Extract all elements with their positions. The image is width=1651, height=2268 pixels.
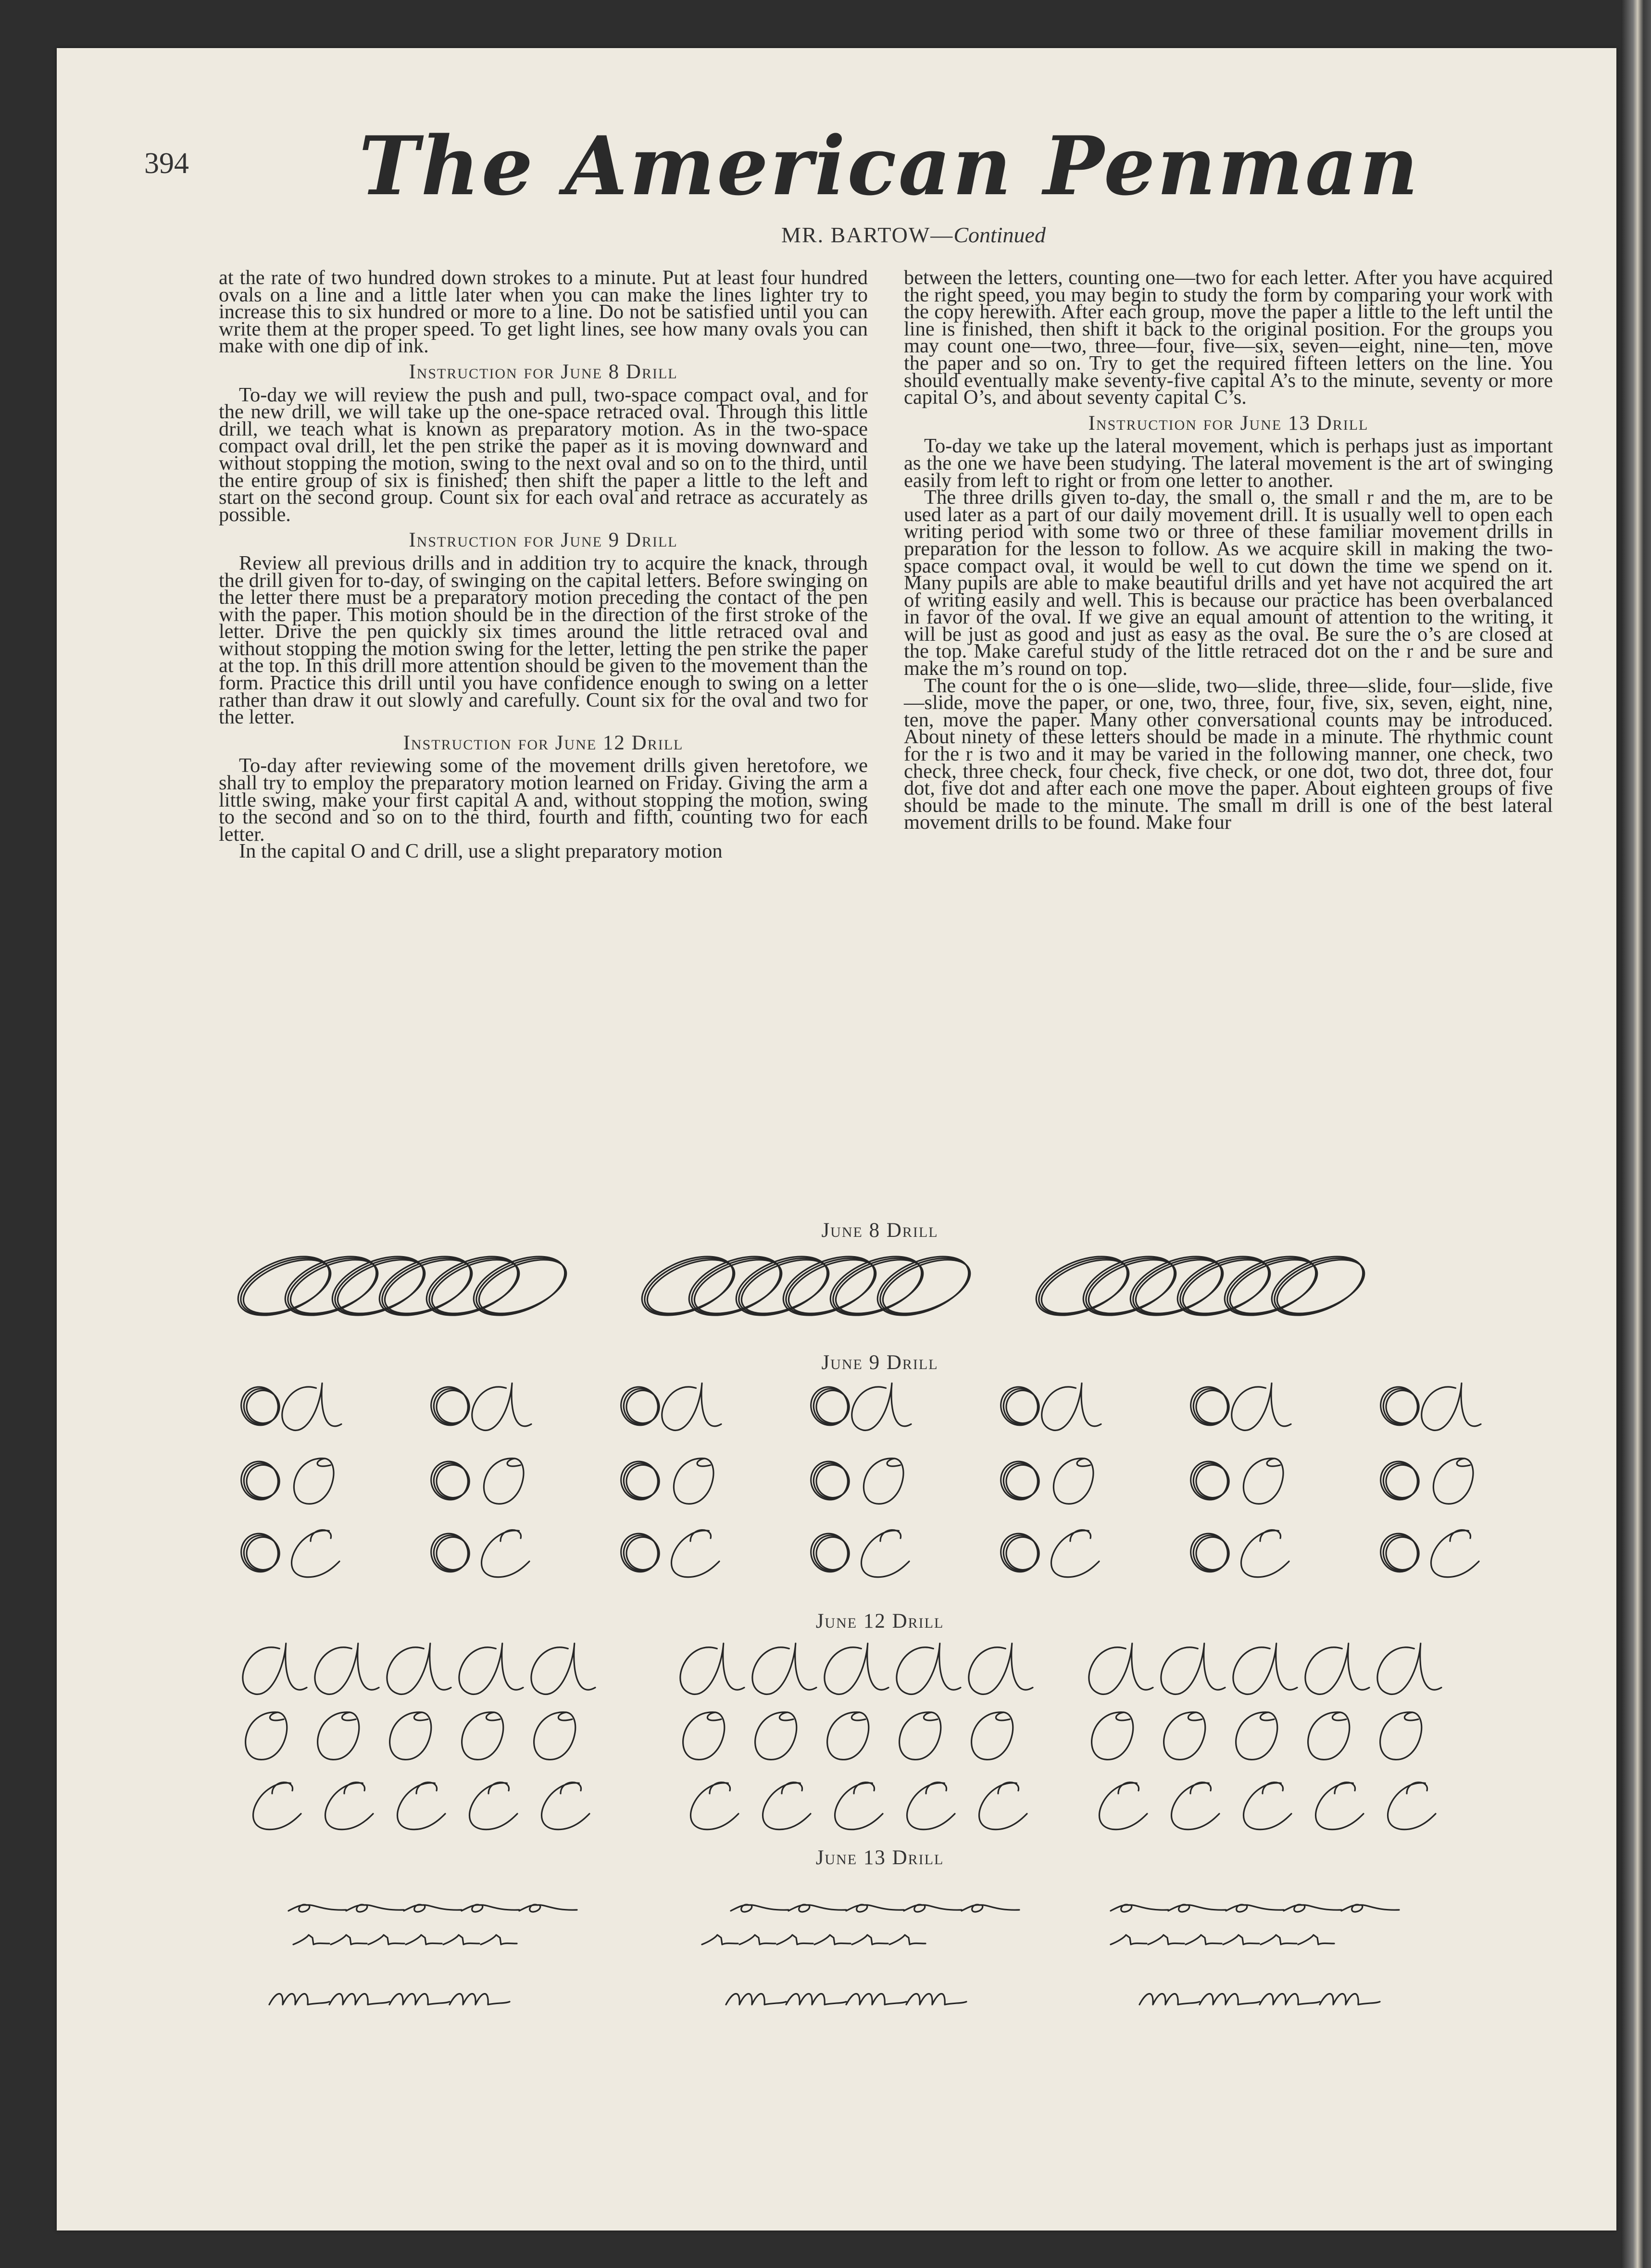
june13-lateral-drill bbox=[269, 1905, 1399, 2005]
small-o-stroke bbox=[1226, 1905, 1284, 1912]
capital-c-stroke bbox=[1431, 1530, 1479, 1577]
small-o-stroke bbox=[1111, 1905, 1168, 1912]
capital-o-stroke bbox=[390, 1712, 431, 1760]
capital-o-stroke bbox=[1236, 1712, 1277, 1760]
subtitle-continued: Continued bbox=[953, 223, 1046, 247]
small-o-stroke bbox=[962, 1905, 1019, 1912]
june12-capital-drill bbox=[243, 1644, 1441, 1830]
small-o-stroke bbox=[846, 1905, 904, 1912]
retraced-oval bbox=[236, 1382, 285, 1431]
retraced-oval bbox=[236, 1456, 285, 1506]
capital-o-stroke bbox=[1243, 1458, 1283, 1504]
small-m-stroke bbox=[450, 1994, 510, 2005]
small-o-stroke bbox=[404, 1905, 462, 1912]
small-o-stroke bbox=[788, 1905, 846, 1912]
capital-c-stroke bbox=[1051, 1530, 1099, 1577]
capital-a-stroke bbox=[387, 1644, 451, 1695]
small-m-stroke bbox=[1320, 1994, 1380, 2005]
small-r-stroke bbox=[406, 1935, 442, 1944]
capital-c-stroke bbox=[542, 1782, 589, 1830]
capital-c-stroke bbox=[1316, 1782, 1363, 1830]
capital-o-stroke bbox=[318, 1712, 359, 1760]
capital-o-stroke bbox=[972, 1712, 1013, 1760]
retraced-oval bbox=[615, 1528, 664, 1578]
capital-c-stroke bbox=[253, 1782, 301, 1830]
small-m-stroke bbox=[786, 1994, 846, 2005]
capital-o-stroke bbox=[534, 1712, 575, 1760]
paragraph: In the capital O and C drill, use a slight preparatory motion bbox=[239, 840, 723, 863]
section-heading: Instruction for June 8 Drill bbox=[409, 360, 678, 383]
capital-c-stroke bbox=[1244, 1782, 1291, 1830]
retraced-oval bbox=[805, 1382, 854, 1431]
retraced-oval bbox=[1185, 1456, 1234, 1506]
capital-a-stroke bbox=[1089, 1644, 1153, 1695]
small-o-stroke bbox=[346, 1905, 404, 1912]
small-r-stroke bbox=[814, 1935, 851, 1944]
small-o-stroke bbox=[462, 1905, 519, 1912]
small-r-stroke bbox=[1298, 1935, 1334, 1944]
retraced-oval bbox=[1185, 1382, 1234, 1431]
capital-c-stroke bbox=[482, 1530, 529, 1577]
capital-o-stroke bbox=[674, 1458, 713, 1504]
drill-label-june8: June 8 Drill bbox=[821, 1219, 938, 1242]
small-m-stroke bbox=[389, 1994, 450, 2005]
small-o-stroke bbox=[1168, 1905, 1226, 1912]
capital-c-stroke bbox=[292, 1530, 339, 1577]
small-r-stroke bbox=[702, 1935, 738, 1944]
small-m-stroke bbox=[1260, 1994, 1320, 2005]
paragraph: The count for the o is one—slide, two—slide, three—slide, four—slide, five—slide, move the paper, or one, two, three, four, five, six, seven, eight, nine, ten, move the paper. Many other conversational counts may be introduced. About ninety of these letters should be made in a minute. The rhythmic count for the r is two and it may be varied in the following manner, one check, two check, three check, four check, five check, or one dot, two dot, three dot, four dot, five dot and after each one move the paper. About eighteen groups of five should be made to the minute. The small m drill is one of the best lateral movement drills to be found. Make four bbox=[904, 674, 1553, 834]
capital-o-stroke bbox=[827, 1712, 869, 1760]
retraced-oval bbox=[425, 1456, 475, 1506]
paragraph: at the rate of two hundred down strokes to a minute. Put at least four hundred ovals on a line and a little later when you can make the lines lighter try to increase this to six hundred or more to a line. Do not be satisfied until you can write them at the proper speed. To get light lines, see how many ovals you can make with one dip of ink. bbox=[219, 266, 868, 358]
capital-o-stroke bbox=[1380, 1712, 1422, 1760]
capital-a-stroke bbox=[752, 1644, 816, 1695]
capital-c-stroke bbox=[1388, 1782, 1436, 1830]
small-r-stroke bbox=[1223, 1935, 1259, 1944]
capital-o-stroke bbox=[683, 1712, 725, 1760]
capital-a-stroke bbox=[1422, 1383, 1481, 1431]
small-r-stroke bbox=[852, 1935, 888, 1944]
small-r-stroke bbox=[443, 1935, 479, 1944]
capital-c-stroke bbox=[1241, 1530, 1289, 1577]
capital-a-stroke bbox=[531, 1644, 595, 1695]
capital-c-stroke bbox=[763, 1782, 811, 1830]
retraced-oval bbox=[1185, 1528, 1234, 1578]
small-m-stroke bbox=[906, 1994, 966, 2005]
paragraph: The three drills given to-day, the small o, the small r and the m, are to be used later as a part of our daily movement drill. It is usually well to open each writing period with some two or three of these familiar movement drills in preparation for the lesson to follow. As we acquire skill in making the two-space compact oval, it would be well to cut down the time we spend on it. Many pupils are able to make beautiful drills and yet have not acquired the art of writing easily and well. This is because our practice has been overbalanced in favor of the oval. If we give an equal amount of attention to the writing, it will be just as good and just as easy as the oval. Be sure the o’s are closed at the top. Make careful study of the little retraced dot on the r and be sure and make the m’s round on top. bbox=[904, 486, 1553, 680]
paragraph: To-day after reviewing some of the movement drills given heretofore, we shall try to employ the preparatory motion learned on Friday. Giving the arm a little swing, make your first capital A and, without stopping the motion, swing to the second and so on to the third, fourth and fifth, counting two for each letter. bbox=[219, 754, 868, 846]
capital-o-stroke bbox=[755, 1712, 797, 1760]
capital-c-stroke bbox=[325, 1782, 373, 1830]
subtitle-name: MR. BARTOW— bbox=[781, 223, 954, 247]
small-m-stroke bbox=[1139, 1994, 1200, 2005]
capital-a-stroke bbox=[315, 1644, 379, 1695]
capital-o-stroke bbox=[1092, 1712, 1133, 1760]
capital-o-stroke bbox=[1164, 1712, 1205, 1760]
paragraph: To-day we will review the push and pull, two-space compact oval, and for the new drill, we will take up the one-space retraced oval. Through this little drill, we teach what is known as preparatory motion. As in the two-space compact oval drill, let the pen strike the paper as it is moving downward and without stopping the motion, swing to the next oval and so on to the third, until the entire group of six is finished; then shift the paper a little to the left and start on the second group. Count six for each oval and retrace as accurately as possible. bbox=[219, 383, 868, 526]
capital-a-stroke bbox=[1232, 1383, 1291, 1431]
capital-o-stroke bbox=[246, 1712, 287, 1760]
capital-o-stroke bbox=[1308, 1712, 1350, 1760]
masthead-logo: The American Penman bbox=[359, 118, 1420, 213]
small-o-stroke bbox=[519, 1905, 577, 1912]
retraced-oval bbox=[1375, 1528, 1424, 1578]
capital-a-stroke bbox=[680, 1644, 744, 1695]
capital-a-stroke bbox=[459, 1644, 523, 1695]
retraced-oval bbox=[236, 1528, 285, 1578]
small-r-stroke bbox=[331, 1935, 367, 1944]
small-r-stroke bbox=[368, 1935, 404, 1944]
small-r-stroke bbox=[1261, 1935, 1297, 1944]
small-r-stroke bbox=[1148, 1935, 1184, 1944]
capital-o-stroke bbox=[484, 1458, 524, 1504]
capital-a-stroke bbox=[1042, 1383, 1101, 1431]
small-m-stroke bbox=[846, 1994, 906, 2005]
capital-a-stroke bbox=[472, 1383, 531, 1431]
capital-o-stroke bbox=[462, 1712, 503, 1760]
small-r-stroke bbox=[777, 1935, 813, 1944]
small-m-stroke bbox=[329, 1994, 389, 2005]
retraced-oval bbox=[1375, 1382, 1424, 1431]
capital-o-stroke bbox=[863, 1458, 903, 1504]
retraced-oval bbox=[805, 1456, 854, 1506]
small-m-stroke bbox=[269, 1994, 329, 2005]
small-o-stroke bbox=[904, 1905, 962, 1912]
small-r-stroke bbox=[481, 1935, 517, 1944]
capital-a-stroke bbox=[662, 1383, 721, 1431]
retraced-oval bbox=[995, 1528, 1044, 1578]
drill-label-june13: June 13 Drill bbox=[815, 1846, 944, 1869]
capital-c-stroke bbox=[907, 1782, 955, 1830]
capital-a-stroke bbox=[243, 1644, 307, 1695]
small-r-stroke bbox=[1186, 1935, 1222, 1944]
capital-a-stroke bbox=[282, 1383, 341, 1431]
capital-c-stroke bbox=[862, 1530, 909, 1577]
capital-c-stroke bbox=[1100, 1782, 1147, 1830]
capital-c-stroke bbox=[398, 1782, 445, 1830]
small-o-stroke bbox=[731, 1905, 788, 1912]
capital-a-stroke bbox=[969, 1644, 1033, 1695]
retraced-oval bbox=[425, 1382, 475, 1431]
retraced-oval bbox=[615, 1456, 664, 1506]
small-m-stroke bbox=[1200, 1994, 1260, 2005]
capital-c-stroke bbox=[691, 1782, 738, 1830]
capital-c-stroke bbox=[979, 1782, 1027, 1830]
section-heading: Instruction for June 13 Drill bbox=[1088, 411, 1369, 435]
small-r-stroke bbox=[739, 1935, 775, 1944]
capital-c-stroke bbox=[672, 1530, 719, 1577]
small-o-stroke bbox=[1284, 1905, 1341, 1912]
capital-o-stroke bbox=[900, 1712, 941, 1760]
capital-o-stroke bbox=[294, 1458, 334, 1504]
drill-label-june12: June 12 Drill bbox=[815, 1610, 944, 1632]
paragraph: Review all previous drills and in addition try to acquire the knack, through the drill given for to-day, of swinging on the capital letters. Before swinging on the letter there must be a preparatory motion preceding the contact of the pen with the paper. This motion should be in the direction of the first stroke of the letter. Drive the pen quickly six times around the little retraced oval and without stopping the motion swing for the letter, letting the pen strike the paper at the top. In this drill more attention should be given to the movement than the form. Practice this drill until you have confidence enough to swing on a letter rather than draw it out slowly and carefully. Count six for the oval and two for the letter. bbox=[219, 551, 868, 729]
retraced-oval bbox=[995, 1456, 1044, 1506]
retraced-oval bbox=[805, 1528, 854, 1578]
retraced-oval bbox=[995, 1382, 1044, 1431]
section-heading: Instruction for June 12 Drill bbox=[403, 731, 684, 754]
drill-label-june9: June 9 Drill bbox=[821, 1351, 938, 1374]
capital-a-stroke bbox=[1161, 1644, 1225, 1695]
capital-c-stroke bbox=[835, 1782, 883, 1830]
june9-capital-drill bbox=[236, 1382, 1481, 1578]
small-r-stroke bbox=[1111, 1935, 1147, 1944]
paragraph: between the letters, counting one—two for each letter. After you have acquired the right speed, you may begin to study the form by comparing your work with the copy herewith. After each group, move the paper a little to the left until the line is finished, then shift it back to the original position. For the groups you may count one—two, three—four, five—six, seven—eight, nine—ten, move the paper and so on. Try to get the required fifteen letters on the line. You should eventually make seventy-five capital A’s to the minute, seventy or more capital O’s, and about seventy capital C’s. bbox=[904, 266, 1553, 409]
small-m-stroke bbox=[726, 1994, 786, 2005]
capital-a-stroke bbox=[897, 1644, 961, 1695]
small-o-stroke bbox=[288, 1905, 346, 1912]
small-r-stroke bbox=[889, 1935, 926, 1944]
capital-c-stroke bbox=[470, 1782, 517, 1830]
retraced-oval bbox=[1375, 1456, 1424, 1506]
capital-a-stroke bbox=[1233, 1644, 1297, 1695]
section-heading: Instruction for June 9 Drill bbox=[409, 529, 678, 552]
page-number: 394 bbox=[144, 147, 189, 180]
capital-a-stroke bbox=[1377, 1644, 1441, 1695]
capital-a-stroke bbox=[852, 1383, 911, 1431]
small-r-stroke bbox=[293, 1935, 329, 1944]
paragraph: To-day we take up the lateral movement, which is perhaps just as important as the one we have been studying. The lateral movement is the art of swinging easily from left to right or from one letter to another. bbox=[904, 435, 1553, 492]
june8-oval-drill bbox=[230, 1245, 1372, 1327]
capital-o-stroke bbox=[1433, 1458, 1473, 1504]
capital-o-stroke bbox=[1053, 1458, 1093, 1504]
capital-a-stroke bbox=[825, 1644, 888, 1695]
capital-a-stroke bbox=[1305, 1644, 1369, 1695]
small-o-stroke bbox=[1341, 1905, 1399, 1912]
capital-c-stroke bbox=[1172, 1782, 1219, 1830]
retraced-oval bbox=[425, 1528, 475, 1578]
retraced-oval bbox=[615, 1382, 664, 1431]
